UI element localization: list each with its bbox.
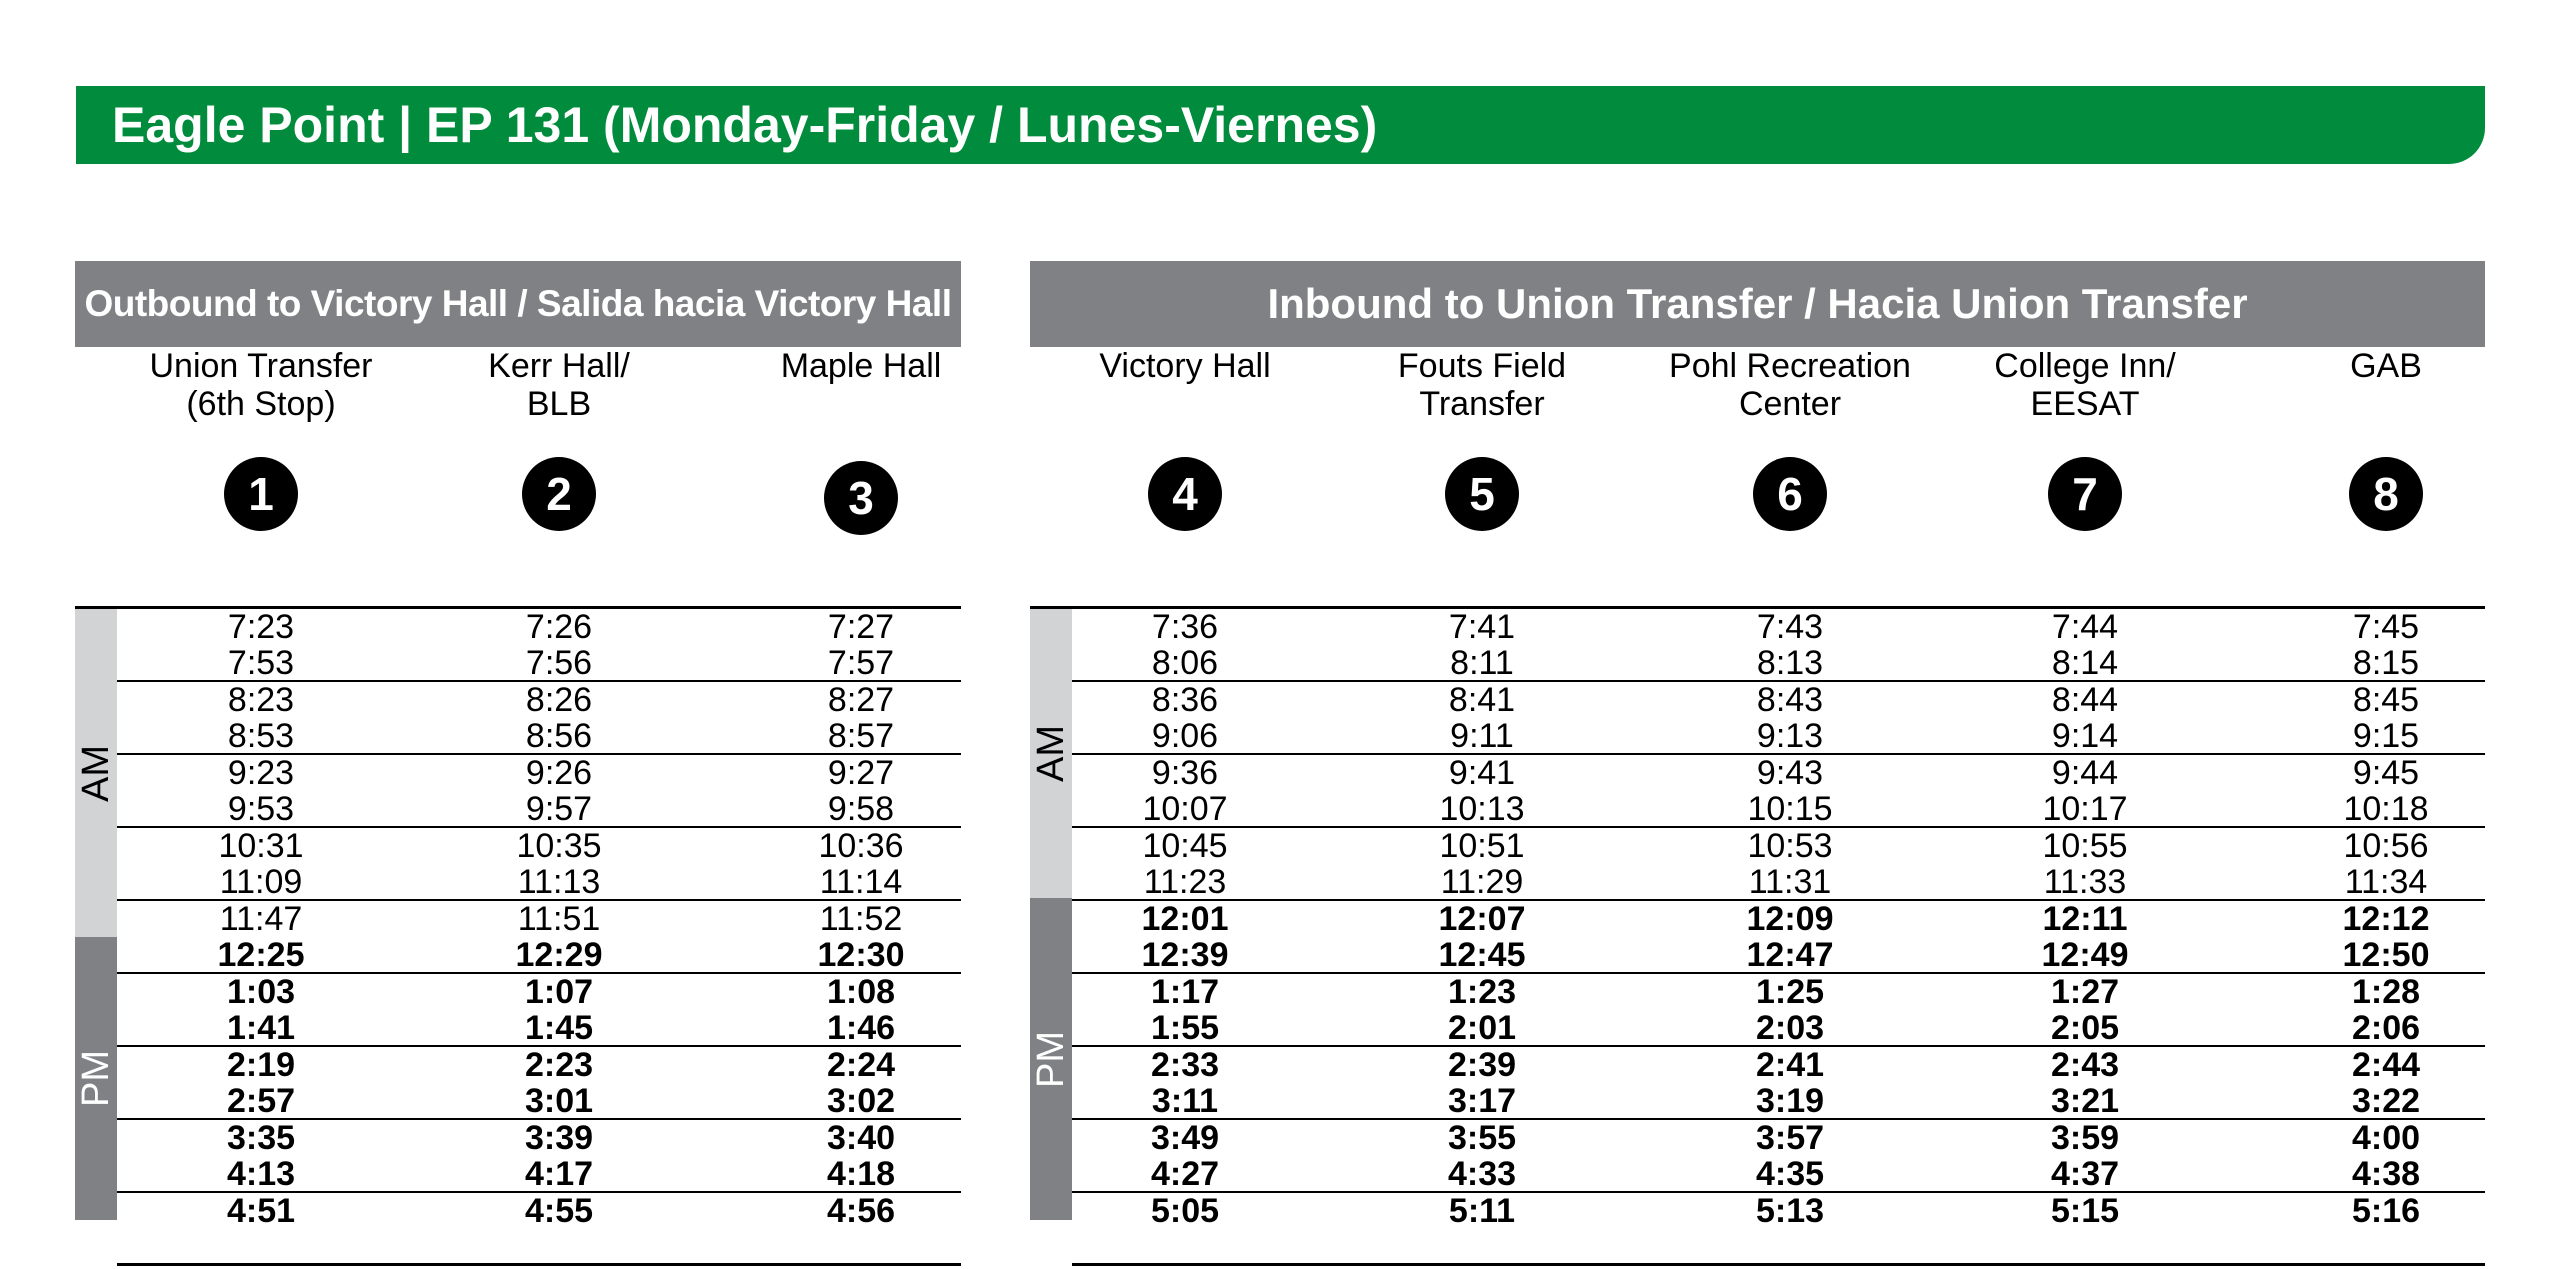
outbound-schedule — [74, 261, 961, 1230]
departure-time: 2:19 — [226, 1046, 296, 1084]
departure-time: 11:13 — [517, 862, 601, 901]
pm-period-label: PM — [75, 937, 117, 1220]
trip-row-pair — [117, 682, 961, 755]
departure-time: 10:13 — [1439, 789, 1525, 828]
departure-time: 3:39 — [524, 1119, 594, 1157]
departure-time: 7:45 — [2352, 608, 2420, 646]
departure-time: 11:51 — [517, 900, 601, 938]
departure-time: 10:45 — [1142, 827, 1228, 865]
departure-time: 8:44 — [2051, 681, 2119, 719]
departure-time: 7:44 — [2051, 608, 2119, 646]
departure-time: 9:11 — [1450, 716, 1514, 755]
departure-time: 2:06 — [2351, 1008, 2421, 1047]
departure-time: 4:27 — [1150, 1154, 1220, 1193]
departure-time: 3:49 — [1150, 1119, 1220, 1157]
stop-number-badge: 5 — [1445, 457, 1519, 531]
stop-name-line: Pohl Recreation — [1669, 347, 1911, 385]
stop-name — [2236, 347, 2536, 457]
inbound-time-grid — [1072, 609, 2485, 1266]
departure-time: 3:22 — [2351, 1081, 2421, 1120]
stop-name-line: (6th Stop) — [186, 385, 336, 423]
departure-time: 12:09 — [1746, 900, 1834, 938]
trip-row — [117, 1193, 961, 1229]
stop-number-badge: 7 — [2048, 457, 2122, 531]
departure-time: 8:57 — [827, 716, 895, 755]
departure-time: 8:14 — [2051, 643, 2119, 682]
stop-number-badge: 6 — [1753, 457, 1827, 531]
departure-time: 1:55 — [1150, 1008, 1220, 1047]
departure-time: 12:07 — [1438, 900, 1526, 938]
departure-time: 8:26 — [525, 681, 593, 719]
departure-time: 11:23 — [1143, 862, 1227, 901]
departure-time: 5:11 — [1448, 1192, 1516, 1230]
departure-time: 8:45 — [2352, 681, 2420, 719]
trip-row-pair — [117, 609, 961, 682]
trip-row-pair — [1072, 901, 2485, 974]
stop-name — [711, 347, 1011, 457]
departure-time: 5:16 — [2351, 1192, 2421, 1230]
departure-time: 2:01 — [1447, 1008, 1517, 1047]
trip-row — [117, 1156, 961, 1192]
trip-row — [117, 645, 961, 681]
trip-row — [117, 682, 961, 718]
departure-time: 3:02 — [826, 1081, 896, 1120]
stop-name-line: Fouts Field — [1397, 347, 1567, 385]
departure-time: 10:36 — [818, 827, 904, 865]
departure-time: 2:43 — [2050, 1046, 2120, 1084]
departure-time: 2:41 — [1755, 1046, 1825, 1084]
trip-row — [1072, 1047, 2485, 1083]
trip-row — [117, 974, 961, 1010]
trip-row — [117, 828, 961, 864]
inbound-stop-headers — [1030, 347, 2485, 520]
departure-time: 9:57 — [525, 789, 593, 828]
departure-time: 12:01 — [1141, 900, 1229, 938]
departure-time: 1:41 — [226, 1008, 296, 1047]
stop-number-badge: 4 — [1148, 457, 1222, 531]
departure-time: 7:26 — [525, 608, 593, 646]
departure-time: 9:26 — [525, 754, 593, 792]
departure-time: 12:39 — [1141, 935, 1229, 974]
departure-time: 3:57 — [1755, 1119, 1825, 1157]
departure-time: 9:23 — [227, 754, 295, 792]
stop-name-line: College Inn/ — [1994, 347, 2176, 385]
departure-time: 3:01 — [524, 1081, 594, 1120]
departure-time: 7:23 — [227, 608, 295, 646]
trip-row-pair — [117, 1047, 961, 1120]
departure-time: 12:11 — [2042, 900, 2128, 938]
trip-row-pair — [117, 974, 961, 1047]
departure-time: 8:15 — [2352, 643, 2420, 682]
trip-row — [1072, 937, 2485, 973]
departure-time: 12:45 — [1438, 935, 1526, 974]
departure-time: 12:49 — [2041, 935, 2129, 974]
departure-time: 9:13 — [1756, 716, 1824, 755]
trip-row — [117, 1120, 961, 1156]
departure-time: 2:33 — [1150, 1046, 1220, 1084]
trip-row — [117, 937, 961, 973]
stop-name-line: Transfer — [1419, 385, 1545, 423]
trip-row-pair — [1072, 682, 2485, 755]
inbound-schedule — [1029, 261, 2485, 1230]
departure-time: 9:43 — [1756, 754, 1824, 792]
trip-row — [1072, 755, 2485, 791]
stop-name-line: BLB — [526, 385, 592, 423]
departure-time: 10:17 — [2042, 789, 2128, 828]
trip-row — [1072, 1156, 2485, 1192]
trip-row — [117, 901, 961, 937]
trip-row — [1072, 1083, 2485, 1119]
departure-time: 12:30 — [817, 935, 905, 974]
inbound-times — [1029, 606, 2485, 1230]
departure-time: 8:23 — [227, 681, 295, 719]
stop-name-line: Center — [1738, 385, 1842, 423]
stop-header-1 — [111, 347, 411, 531]
departure-time: 3:59 — [2050, 1119, 2120, 1157]
departure-time: 7:36 — [1151, 608, 1219, 646]
departure-time: 1:07 — [524, 973, 594, 1011]
departure-time: 3:35 — [226, 1119, 296, 1157]
departure-time: 7:41 — [1448, 608, 1516, 646]
stop-header-6 — [1640, 347, 1940, 531]
outbound-stop-headers — [75, 347, 961, 524]
trip-row — [1072, 1193, 2485, 1229]
trip-row — [1072, 864, 2485, 900]
trip-row — [117, 1047, 961, 1083]
departure-time: 10:18 — [2343, 789, 2429, 828]
departure-time: 5:05 — [1150, 1192, 1220, 1230]
stop-name-line: Victory Hall — [1099, 347, 1271, 385]
departure-time: 2:24 — [826, 1046, 896, 1084]
departure-time: 1:17 — [1150, 973, 1220, 1011]
departure-time: 9:15 — [2352, 716, 2420, 755]
trip-row — [1072, 682, 2485, 718]
departure-time: 10:55 — [2042, 827, 2128, 865]
stop-name — [1935, 347, 2235, 457]
trip-row-pair — [117, 828, 961, 901]
departure-time: 3:55 — [1447, 1119, 1517, 1157]
stop-header-5 — [1332, 347, 1632, 531]
trip-row — [1072, 791, 2485, 827]
departure-time: 4:37 — [2050, 1154, 2120, 1193]
departure-time: 5:13 — [1755, 1192, 1825, 1230]
departure-time: 1:03 — [226, 973, 296, 1011]
departure-time: 8:11 — [1450, 643, 1514, 682]
pm-period-label: PM — [1030, 898, 1072, 1220]
departure-time: 7:27 — [827, 608, 895, 646]
stop-name — [1332, 347, 1632, 457]
outbound-times — [74, 606, 961, 1230]
trip-row-pair — [117, 755, 961, 828]
stop-name — [111, 347, 411, 457]
trip-row-pair — [1072, 828, 2485, 901]
departure-time: 3:11 — [1151, 1081, 1219, 1120]
departure-time: 1:23 — [1447, 973, 1517, 1011]
departure-time: 9:45 — [2352, 754, 2420, 792]
departure-time: 1:46 — [826, 1008, 896, 1047]
trip-row — [117, 718, 961, 754]
am-period-label: AM — [1030, 609, 1072, 898]
departure-time: 2:57 — [226, 1081, 296, 1120]
departure-time: 10:07 — [1142, 789, 1228, 828]
trip-row-pair — [1072, 1120, 2485, 1193]
departure-time: 1:45 — [524, 1008, 594, 1047]
stop-name — [1640, 347, 1940, 457]
trip-row-pair — [1072, 974, 2485, 1047]
departure-time: 8:27 — [827, 681, 895, 719]
departure-time: 10:53 — [1747, 827, 1833, 865]
departure-time: 11:09 — [219, 862, 303, 901]
stop-number-badge: 1 — [224, 457, 298, 531]
departure-time: 7:57 — [827, 643, 895, 682]
departure-time: 4:38 — [2351, 1154, 2421, 1193]
departure-time: 3:19 — [1755, 1081, 1825, 1120]
stop-name-line: GAB — [2350, 347, 2422, 385]
departure-time: 1:25 — [1755, 973, 1825, 1011]
trip-row — [1072, 974, 2485, 1010]
departure-time: 12:29 — [515, 935, 603, 974]
departure-time: 10:51 — [1439, 827, 1525, 865]
stop-name-line: Maple Hall — [780, 347, 942, 385]
trip-row — [1072, 1120, 2485, 1156]
departure-time: 9:58 — [827, 789, 895, 828]
departure-time: 1:27 — [2050, 973, 2120, 1011]
trip-row — [117, 609, 961, 645]
departure-time: 4:56 — [826, 1192, 896, 1230]
departure-time: 8:53 — [227, 716, 295, 755]
departure-time: 8:41 — [1448, 681, 1516, 719]
trip-row-pair — [1072, 609, 2485, 682]
departure-time: 11:34 — [2344, 862, 2428, 901]
departure-time: 9:06 — [1151, 716, 1219, 755]
stop-number-badge: 2 — [522, 457, 596, 531]
stop-header-3 — [711, 347, 1011, 535]
departure-time: 2:03 — [1755, 1008, 1825, 1047]
trip-row-pair — [117, 1120, 961, 1193]
stop-name-line: EESAT — [2030, 385, 2140, 423]
departure-time: 10:56 — [2343, 827, 2429, 865]
trip-row-pair — [1072, 1047, 2485, 1120]
page-title: Eagle Point | EP 131 (Monday-Friday / Lunes-Viernes) — [76, 86, 2485, 164]
trip-row-pair — [117, 901, 961, 974]
departure-time: 9:44 — [2051, 754, 2119, 792]
departure-time: 1:28 — [2351, 973, 2421, 1011]
departure-time: 3:21 — [2050, 1081, 2120, 1120]
departure-time: 12:50 — [2342, 935, 2430, 974]
trip-row-pair — [1072, 1193, 2485, 1266]
trip-row — [1072, 901, 2485, 937]
trip-row-pair — [1072, 755, 2485, 828]
departure-time: 9:41 — [1448, 754, 1516, 792]
departure-time: 10:31 — [218, 827, 304, 865]
departure-time: 5:15 — [2050, 1192, 2120, 1230]
stop-header-2 — [409, 347, 709, 531]
departure-time: 9:53 — [227, 789, 295, 828]
departure-time: 11:31 — [1748, 862, 1832, 901]
stop-name — [409, 347, 709, 457]
departure-time: 4:00 — [2351, 1119, 2421, 1157]
departure-time: 12:12 — [2342, 900, 2430, 938]
departure-time: 2:39 — [1447, 1046, 1517, 1084]
departure-time: 11:33 — [2043, 862, 2127, 901]
departure-time: 4:51 — [226, 1192, 296, 1230]
trip-row — [1072, 1010, 2485, 1046]
departure-time: 9:36 — [1151, 754, 1219, 792]
outbound-title: Outbound to Victory Hall / Salida hacia Victory Hall — [75, 261, 961, 347]
departure-time: 7:43 — [1756, 608, 1824, 646]
departure-time: 8:36 — [1151, 681, 1219, 719]
departure-time: 8:06 — [1151, 643, 1219, 682]
trip-row — [117, 791, 961, 827]
trip-row — [1072, 645, 2485, 681]
stop-name-line: Union Transfer — [149, 347, 373, 385]
departure-time: 10:35 — [516, 827, 602, 865]
departure-time: 2:44 — [2351, 1046, 2421, 1084]
outbound-time-grid — [117, 609, 961, 1266]
departure-time: 8:43 — [1756, 681, 1824, 719]
departure-time: 4:35 — [1755, 1154, 1825, 1193]
departure-time: 11:29 — [1440, 862, 1524, 901]
stop-name — [1035, 347, 1335, 457]
trip-row — [1072, 828, 2485, 864]
departure-time: 9:14 — [2051, 716, 2119, 755]
departure-time: 4:33 — [1447, 1154, 1517, 1193]
trip-row — [117, 755, 961, 791]
trip-row — [117, 1010, 961, 1046]
departure-time: 11:47 — [219, 900, 303, 938]
departure-time: 4:55 — [524, 1192, 594, 1230]
inbound-title: Inbound to Union Transfer / Hacia Union Transfer — [1030, 261, 2485, 347]
departure-time: 11:14 — [819, 862, 903, 901]
departure-time: 2:05 — [2050, 1008, 2120, 1047]
stop-name-line: Kerr Hall/ — [488, 347, 630, 385]
stop-number-badge: 8 — [2349, 457, 2423, 531]
departure-time: 10:15 — [1747, 789, 1833, 828]
departure-time: 1:08 — [826, 973, 896, 1011]
am-period-label: AM — [75, 609, 117, 937]
departure-time: 2:23 — [524, 1046, 594, 1084]
departure-time: 4:17 — [524, 1154, 594, 1193]
departure-time: 9:27 — [827, 754, 895, 792]
departure-time: 8:56 — [525, 716, 593, 755]
departure-time: 12:25 — [217, 935, 305, 974]
departure-time: 7:56 — [525, 643, 593, 682]
departure-time: 11:52 — [819, 900, 903, 938]
departure-time: 3:17 — [1447, 1081, 1517, 1120]
stop-header-7 — [1935, 347, 2235, 531]
trip-row — [117, 1083, 961, 1119]
trip-row-pair — [117, 1193, 961, 1266]
departure-time: 8:13 — [1756, 643, 1824, 682]
trip-row — [1072, 718, 2485, 754]
trip-row — [117, 864, 961, 900]
departure-time: 7:53 — [227, 643, 295, 682]
stop-header-8 — [2236, 347, 2536, 531]
stop-number-badge: 3 — [824, 461, 898, 535]
departure-time: 4:13 — [226, 1154, 296, 1193]
departure-time: 3:40 — [826, 1119, 896, 1157]
stop-header-4 — [1035, 347, 1335, 531]
departure-time: 12:47 — [1746, 935, 1834, 974]
trip-row — [1072, 609, 2485, 645]
departure-time: 4:18 — [826, 1154, 896, 1193]
